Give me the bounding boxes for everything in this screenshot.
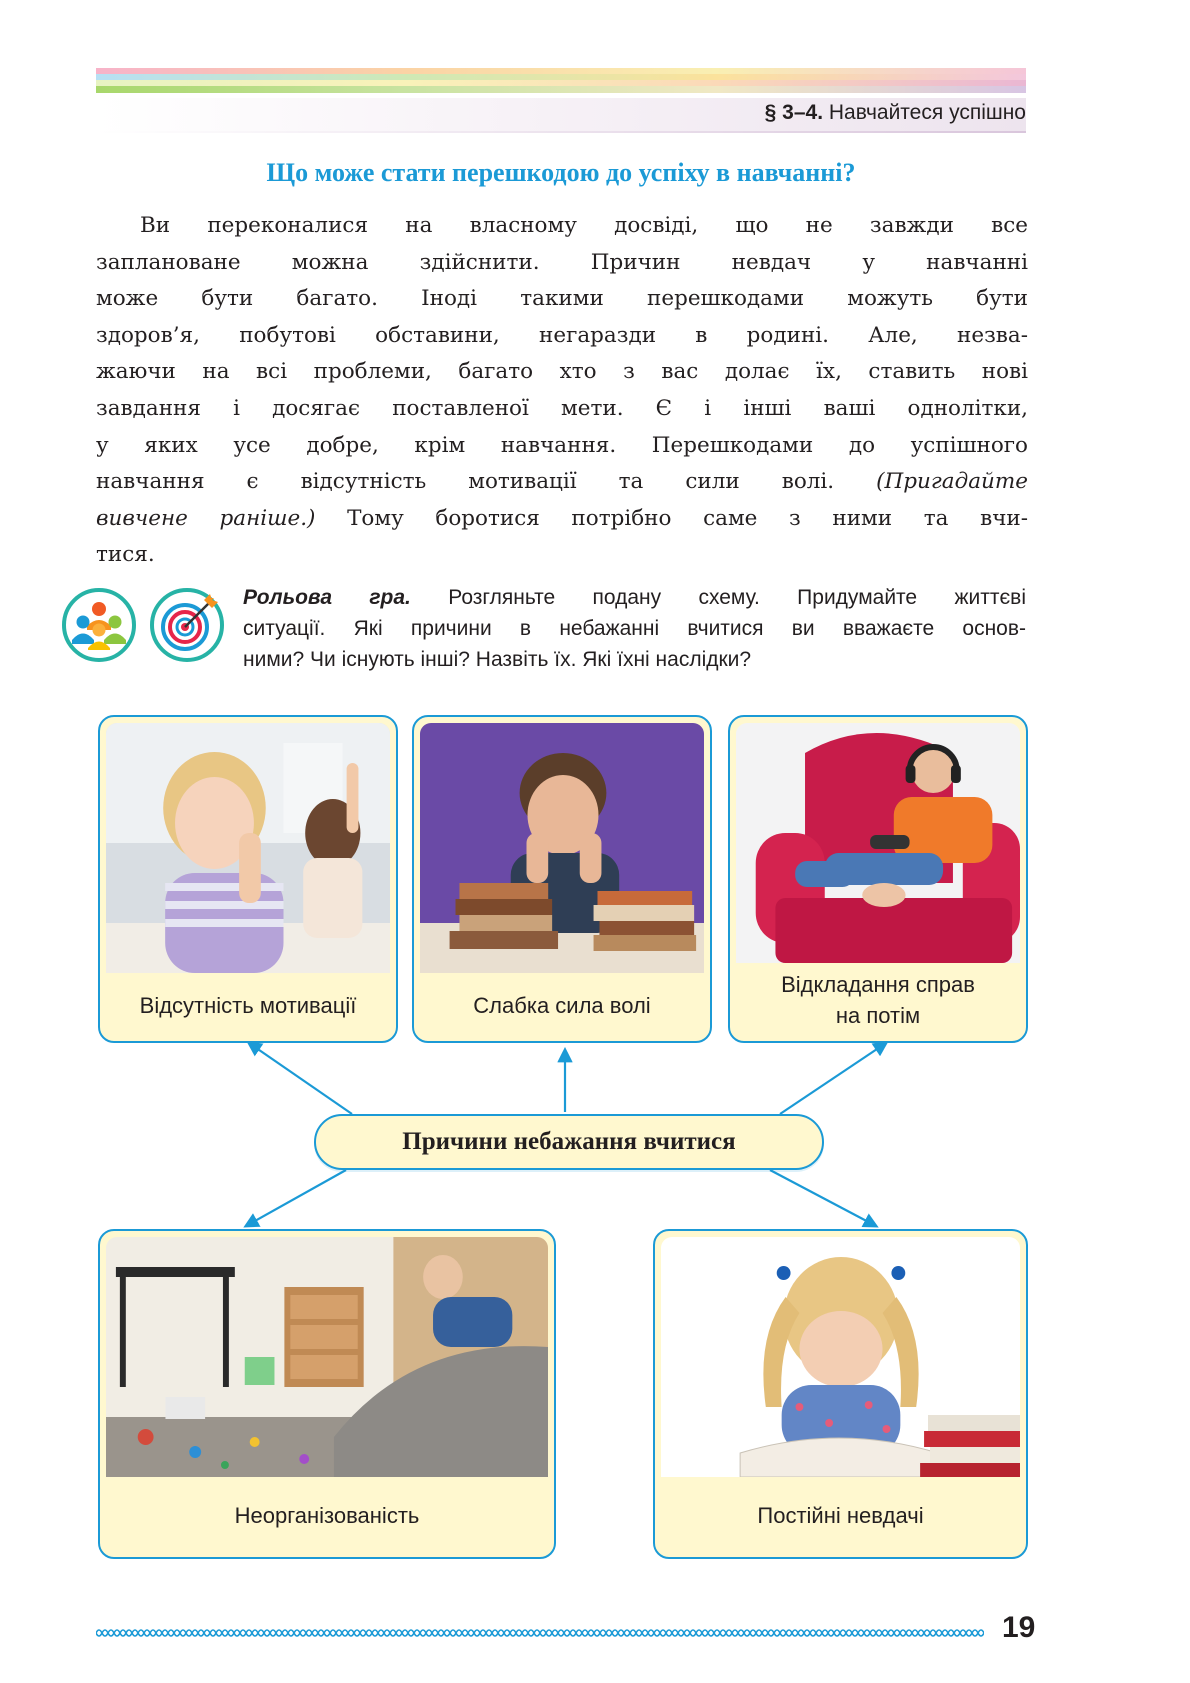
- body-line: [96, 501, 1028, 538]
- target-icon: [150, 588, 224, 662]
- task-line-text: Розгляньте подану схему. Придумайте життєві: [448, 586, 1026, 609]
- card-label: Неорганізованість: [234, 1502, 420, 1528]
- body-line: Ви переконалися на власному досвіді, що не завжди все: [140, 213, 1028, 238]
- body-paragraph: [96, 208, 1028, 574]
- card-lack-of-motivation: [98, 715, 398, 1043]
- card-weak-willpower: [412, 715, 712, 1043]
- body-line: тися.: [96, 542, 155, 568]
- photo-girl-covering-face: [661, 1237, 1020, 1477]
- task-line: [243, 582, 1026, 613]
- body-line-text: навчання є відсутність мотивації та сили волі.: [96, 469, 835, 495]
- task-lead: Рольова гра.: [243, 586, 411, 609]
- body-line: у яких усе добре, крім навчання. Перешкодами до успішного: [96, 432, 1028, 458]
- card-label: [730, 959, 1026, 1041]
- body-line-italic: (Пригадайте: [876, 469, 1028, 495]
- section-name: Навчайтеся успішно: [828, 101, 1026, 124]
- card-disorganization: [98, 1229, 556, 1559]
- card-label: Слабка сила волі: [473, 992, 651, 1018]
- diagram-center-node: Причини небажання вчитися: [314, 1114, 824, 1170]
- header-divider: [96, 131, 1026, 133]
- photo-boy-gaming-in-armchair: [736, 723, 1020, 963]
- task-text: [243, 582, 1026, 675]
- card-procrastination: [728, 715, 1028, 1043]
- body-line-text: Тому боротися потрібно саме з ними та вчи-: [347, 505, 1028, 531]
- body-line: жаючи на всі проблеми, багато хто з вас долає їх, ставить нові: [96, 359, 1028, 385]
- arrow-to-disorganization: [246, 1170, 346, 1226]
- body-line-italic: вивчене раніше.): [96, 505, 316, 531]
- card-constant-failures: [653, 1229, 1028, 1559]
- top-decorative-stripes: [96, 68, 1026, 98]
- body-line: здоров’я, побутові обставини, негаразди в родині. Але, незва-: [96, 322, 1028, 348]
- arrow-to-failures: [770, 1170, 876, 1226]
- card-label-line: Відкладання справ: [781, 972, 975, 997]
- card-label: Відсутність мотивації: [139, 992, 357, 1018]
- card-label: Постійні невдачі: [757, 1502, 924, 1528]
- arrow-to-motivation: [249, 1043, 352, 1114]
- footer-ornament: [96, 1626, 984, 1640]
- task-line: ситуації. Які причини в небажанні вчитися ви вважаєте основ-: [243, 617, 1026, 640]
- body-line: може бути багато. Іноді такими перешкодами можуть бути: [96, 286, 1028, 312]
- running-header: [765, 101, 1026, 125]
- photo-girl-daydreaming: [106, 723, 390, 973]
- section-number: § 3–4.: [764, 101, 824, 124]
- body-line: завдання і досягає поставленої мети. Є і інші ваші однолітки,: [96, 395, 1028, 421]
- photo-messy-bedroom: [106, 1237, 548, 1477]
- card-label-line: на потім: [835, 1003, 921, 1028]
- task-line: ними? Чи існують інші? Назвіть їх. Які їхні наслідки?: [243, 648, 752, 671]
- group-icon: [62, 588, 136, 662]
- body-line: [96, 464, 1028, 501]
- arrow-to-procrastination: [780, 1043, 886, 1114]
- page-number: 19: [1002, 1611, 1036, 1644]
- body-line: заплановане можна здійснити. Причин невдач у навчанні: [96, 249, 1028, 275]
- photo-boy-with-books: [420, 723, 704, 973]
- section-heading: Що може стати перешкодою до успіху в навчанні?: [266, 158, 856, 187]
